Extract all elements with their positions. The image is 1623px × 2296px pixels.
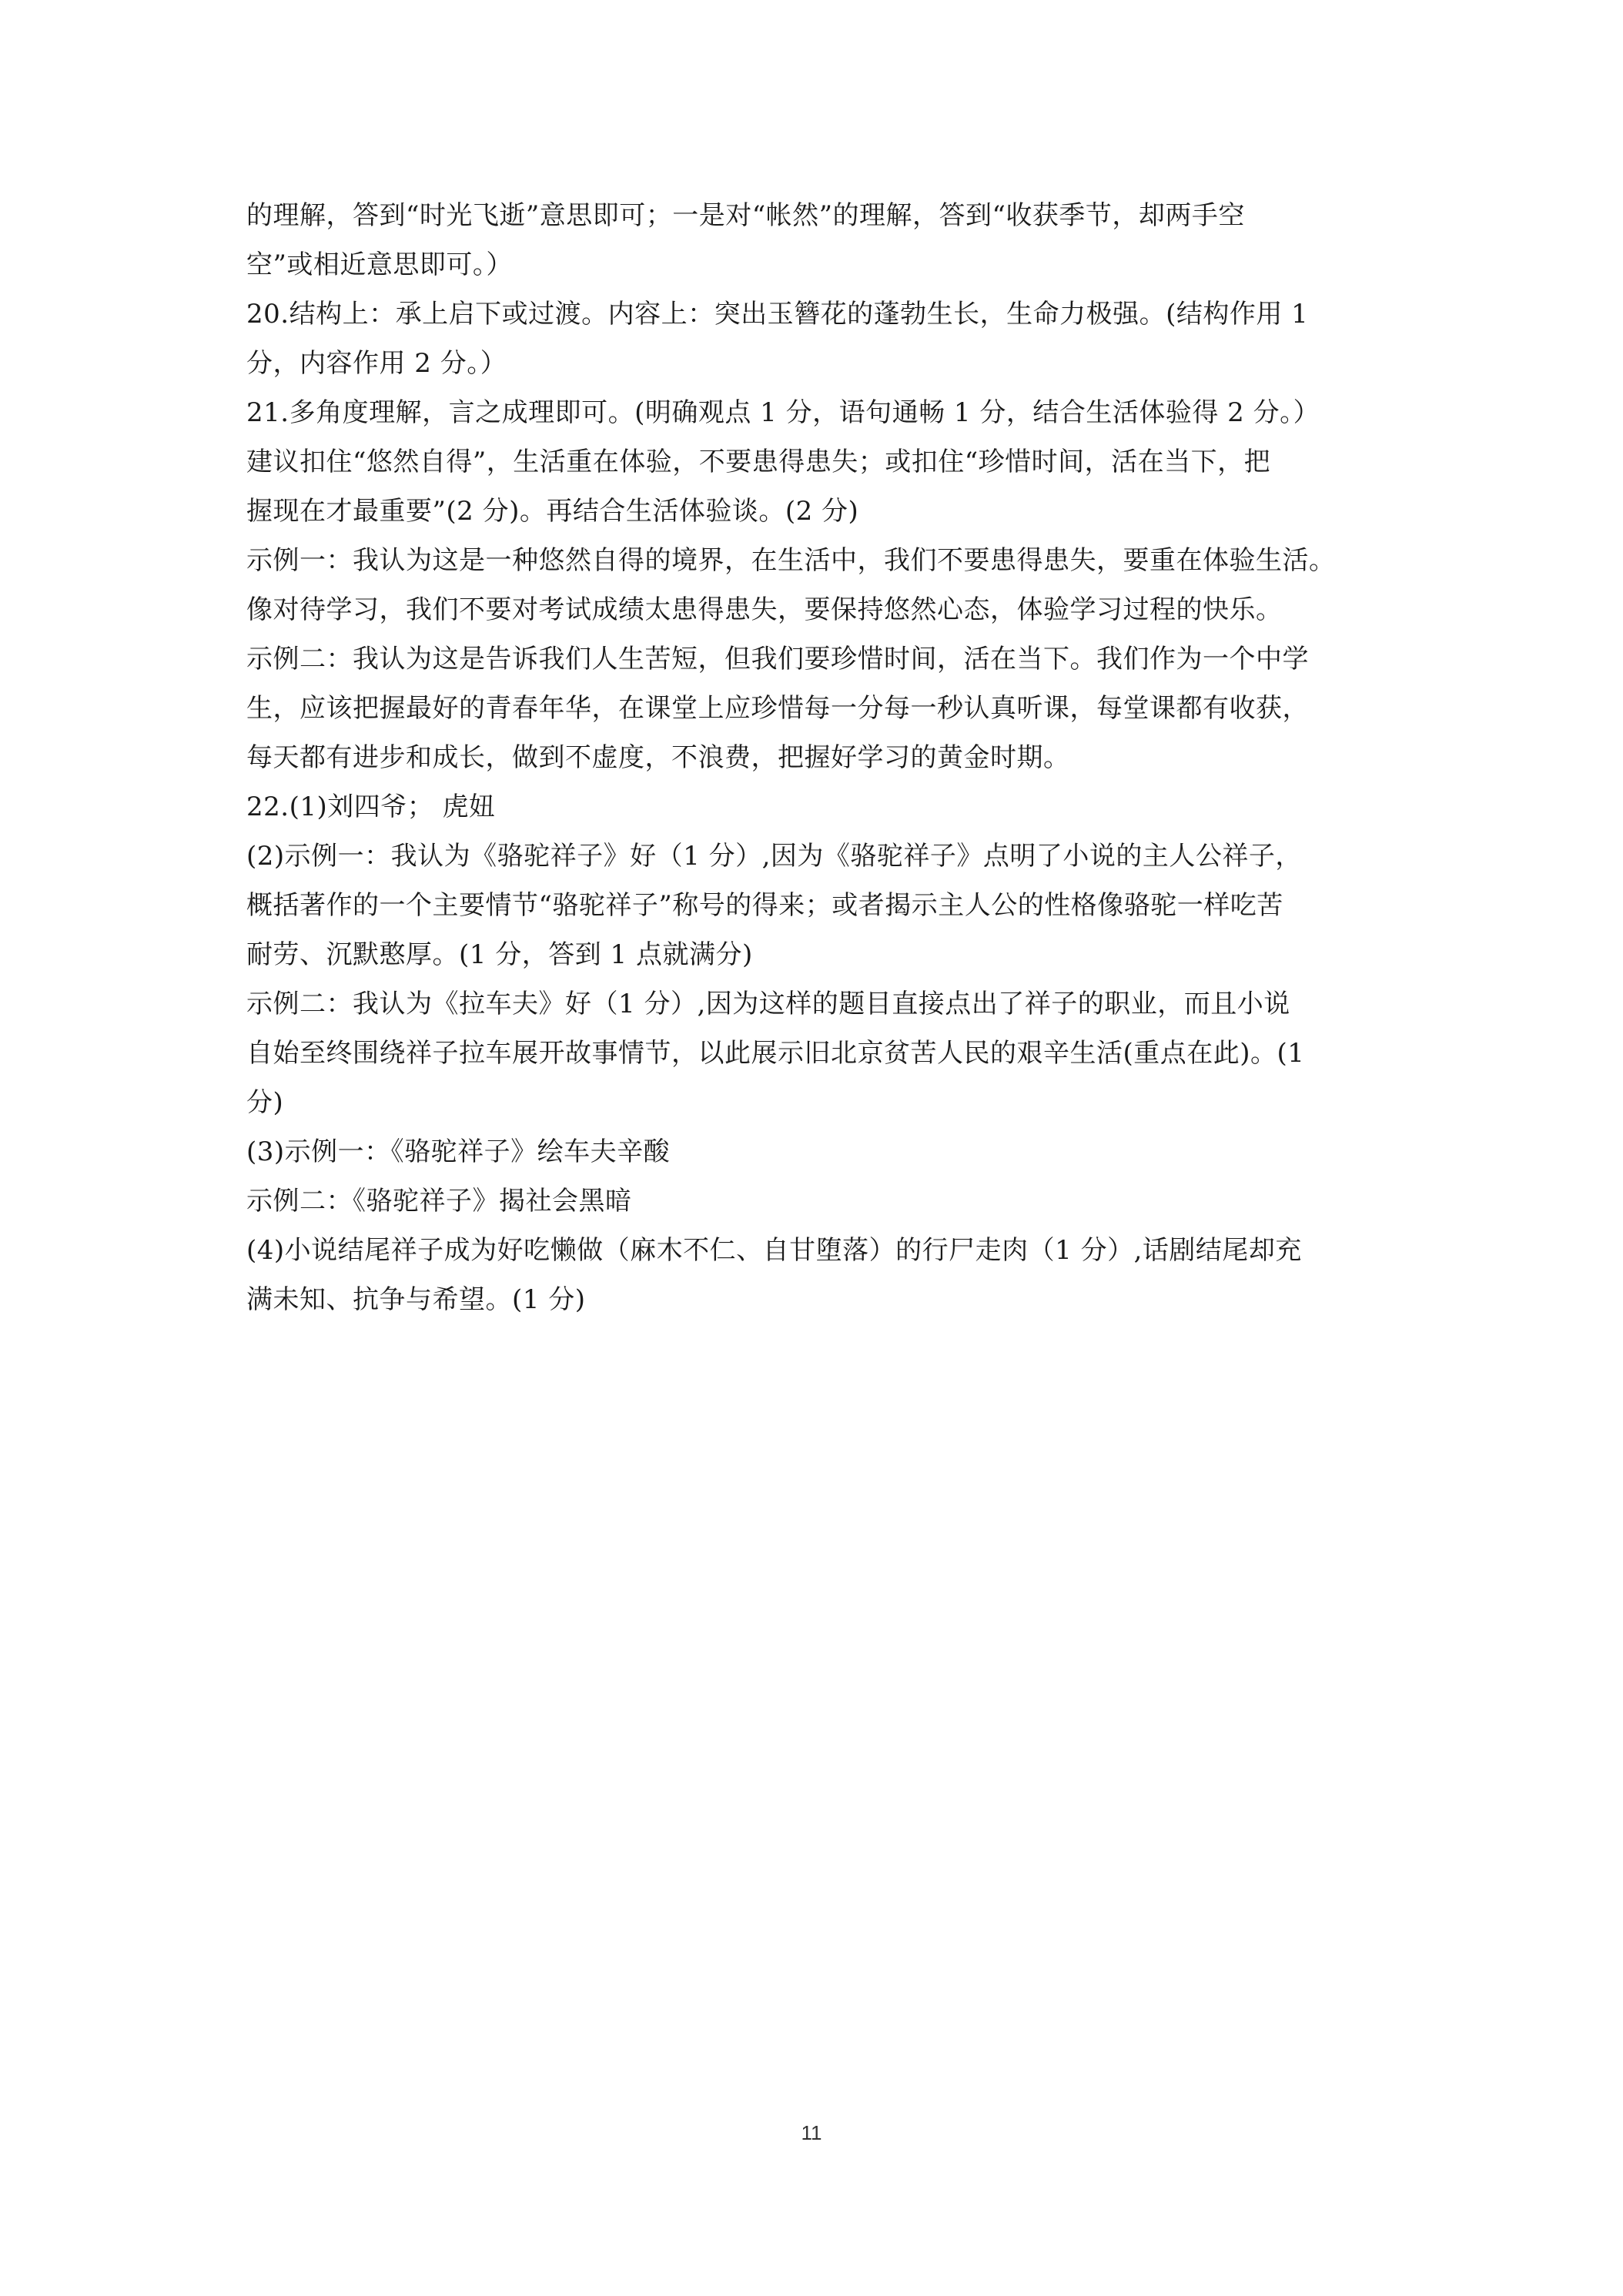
- text-line: (4)小说结尾祥子成为好吃懒做（麻木不仁、自甘堕落）的行尸走肉（1 分）,话剧结尾却充: [246, 1235, 1302, 1266]
- text-line: 自始至终围绕祥子拉车展开故事情节，以此展示旧北京贫苦人民的艰辛生活(重点在此)。(1: [246, 1038, 1305, 1069]
- text-line: 空”或相近意思即可。）: [246, 249, 513, 280]
- text-line: 的理解，答到“时光飞逝”意思即可；一是对“帐然”的理解，答到“收获季节，却两手空: [246, 200, 1245, 231]
- text-line: 生，应该把握最好的青春年华，在课堂上应珍惜每一分每一秒认真听课，每堂课都有收获，: [246, 693, 1309, 724]
- text-line: 概括著作的一个主要情节“骆驼祥子”称号的得来；或者揭示主人公的性格像骆驼一样吃苦: [246, 890, 1283, 921]
- text-line: 像对待学习，我们不要对考试成绩太患得患失，要保持悠然心态，体验学习过程的快乐。: [246, 594, 1283, 625]
- text-line: 满未知、抗争与希望。(1 分): [246, 1284, 586, 1315]
- text-line: 20.结构上：承上启下或过渡。内容上：突出玉簪花的蓬勃生长，生命力极强。(结构作用 1: [246, 299, 1309, 330]
- text-line: 示例二：我认为《拉车夫》好（1 分）,因为这样的题目直接点出了祥子的职业，而且小说: [246, 989, 1290, 1019]
- text-line: (2)示例一：我认为《骆驼祥子》好（1 分）,因为《骆驼祥子》点明了小说的主人公祥子，: [246, 841, 1302, 872]
- text-line: 建议扣住“悠然自得”，生活重在体验，不要患得患失；或扣住“珍惜时间，活在当下，把: [246, 447, 1271, 477]
- text-line: 分，内容作用 2 分。）: [246, 348, 507, 379]
- text-line: 示例一：我认为这是一种悠然自得的境界，在生活中，我们不要患得患失，要重在体验生活。: [246, 545, 1336, 576]
- text-line: 22.(1)刘四爷； 虎妞: [246, 792, 496, 822]
- text-line: 每天都有进步和成长，做到不虚度，不浪费，把握好学习的黄金时期。: [246, 742, 1070, 773]
- text-line: 分): [246, 1087, 284, 1118]
- text-line: 耐劳、沉默憨厚。(1 分，答到 1 点就满分): [246, 939, 753, 970]
- text-line: 握现在才最重要”(2 分)。再结合生活体验谈。(2 分): [246, 496, 859, 527]
- answer-text-body: [246, 191, 1386, 1324]
- page-number: 11: [801, 2121, 822, 2144]
- text-line: (3)示例一：《骆驼祥子》绘车夫辛酸: [246, 1136, 671, 1167]
- text-line: 示例二：《骆驼祥子》揭社会黑暗: [246, 1186, 632, 1217]
- text-line: 示例二：我认为这是告诉我们人生苦短，但我们要珍惜时间，活在当下。我们作为一个中学: [246, 644, 1309, 674]
- text-line: 21.多角度理解，言之成理即可。(明确观点 1 分，语句通畅 1 分，结合生活体验得 2 分。）: [246, 397, 1320, 428]
